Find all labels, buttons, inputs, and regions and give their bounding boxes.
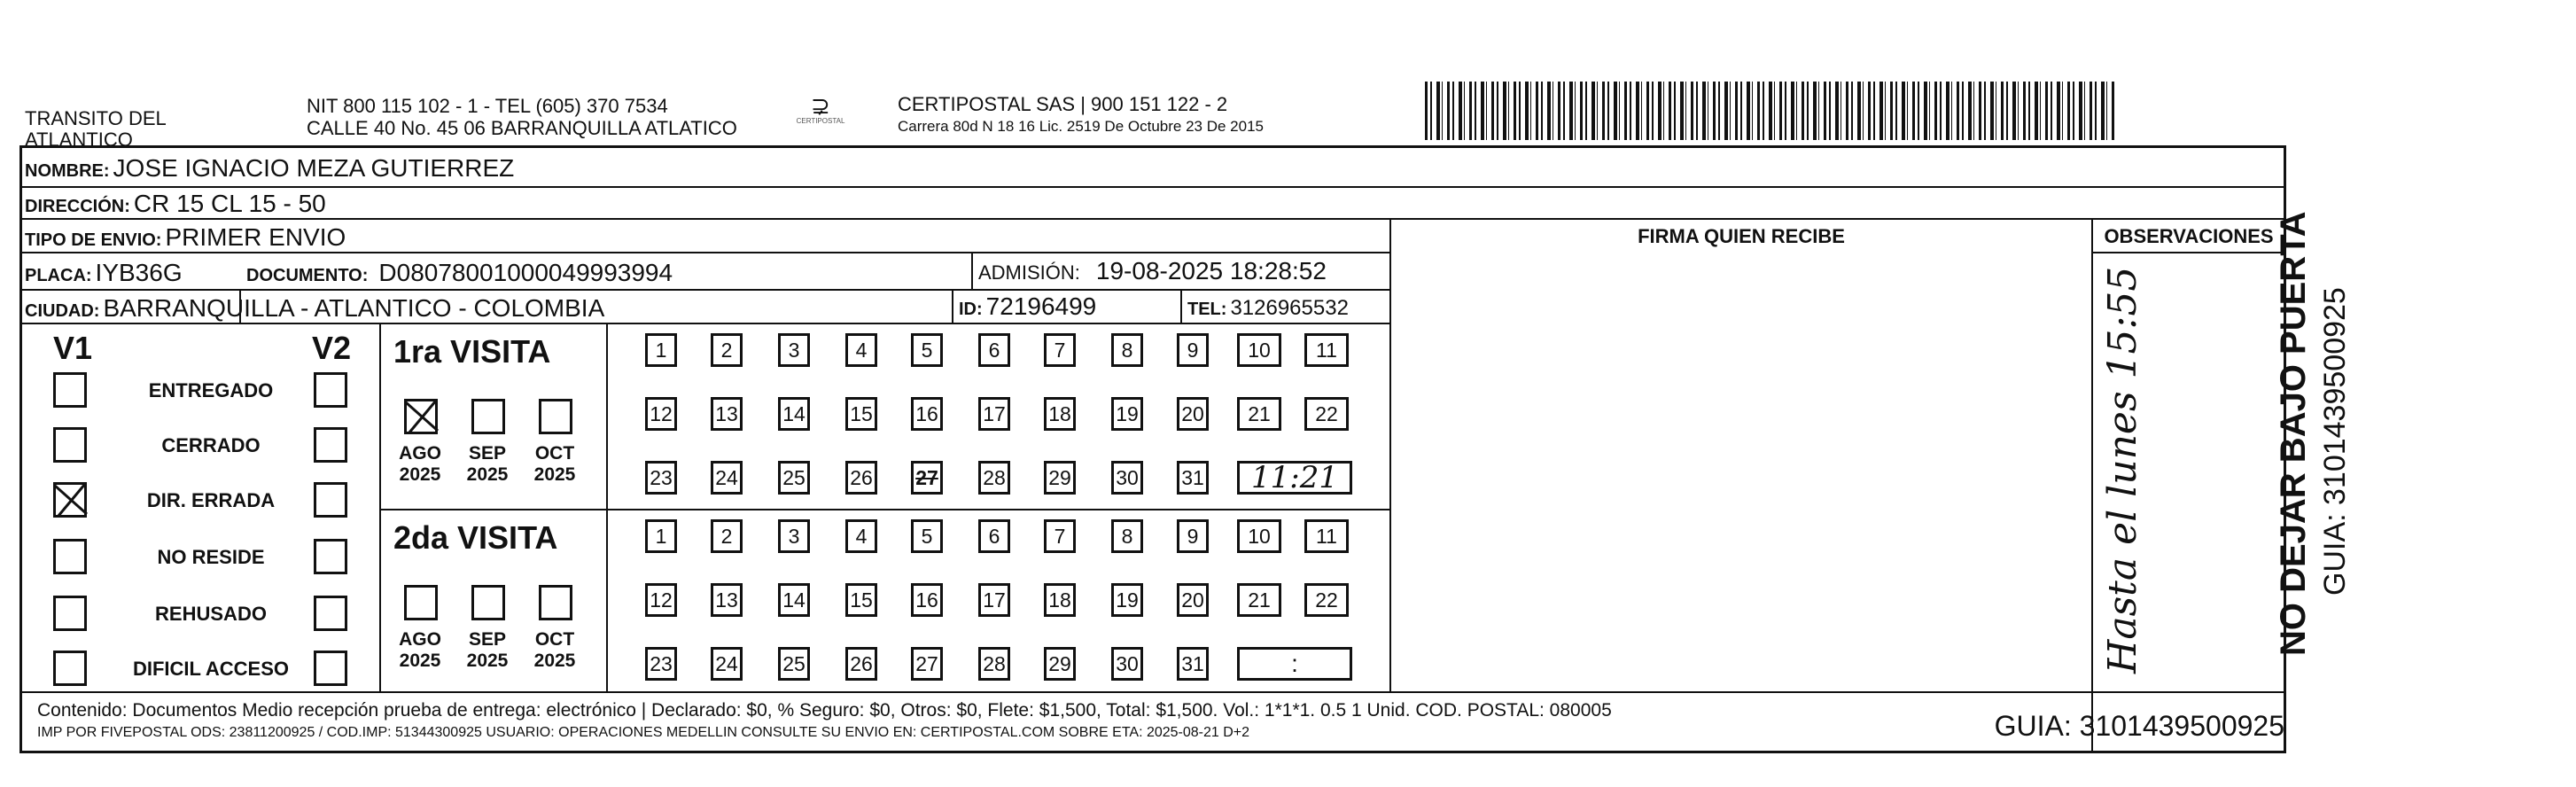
visit-1-day-26[interactable]: 26 bbox=[845, 647, 877, 681]
visit-0-day-23[interactable]: 23 bbox=[645, 461, 677, 495]
visit-1-day-9[interactable]: 9 bbox=[1177, 519, 1209, 553]
status-label-1: CERRADO bbox=[161, 434, 261, 456]
visit-0-day-2[interactable]: 2 bbox=[711, 333, 743, 367]
admision-value: 19-08-2025 18:28:52 bbox=[1095, 257, 1327, 284]
visit-0-month-checkbox-2[interactable] bbox=[539, 399, 572, 434]
visit-0-month-checkbox-1[interactable] bbox=[471, 399, 505, 434]
firma-heading: FIRMA QUIEN RECIBE bbox=[1638, 225, 1845, 247]
v1-checkbox-0[interactable] bbox=[53, 372, 87, 408]
visit-1-day-8[interactable]: 8 bbox=[1111, 519, 1143, 553]
visit-0-day-25[interactable]: 25 bbox=[778, 461, 810, 495]
visit-0-day-4[interactable]: 4 bbox=[845, 333, 877, 367]
v2-checkbox-2[interactable] bbox=[314, 482, 347, 518]
ciudad-value: BARRANQUILLA - ATLANTICO - COLOMBIA bbox=[103, 294, 605, 322]
v1-checkbox-2[interactable] bbox=[53, 482, 87, 518]
visit-1-month-checkbox-2[interactable] bbox=[539, 585, 572, 620]
visit-1-day-21[interactable]: 21 bbox=[1237, 583, 1281, 617]
visit-1-day-20[interactable]: 20 bbox=[1177, 583, 1209, 617]
courier-license: Carrera 80d N 18 16 Lic. 2519 De Octubre 23 De 2015 bbox=[898, 118, 1264, 135]
visit-0-day-28[interactable]: 28 bbox=[978, 461, 1010, 495]
visit-0-day-10[interactable]: 10 bbox=[1237, 333, 1281, 367]
visit-1-day-12[interactable]: 12 bbox=[645, 583, 677, 617]
v1-checkbox-1[interactable] bbox=[53, 427, 87, 463]
visit-0-day-29[interactable]: 29 bbox=[1044, 461, 1076, 495]
guia-value: GUIA: 3101439500925 bbox=[1994, 709, 2284, 742]
id-label: ID: bbox=[959, 300, 983, 319]
visit-1-day-31[interactable]: 31 bbox=[1177, 647, 1209, 681]
nombre-label: NOMBRE: bbox=[25, 161, 110, 181]
visit-0-time-box[interactable]: 11:21 bbox=[1237, 461, 1352, 495]
sender-org-line2: ATLANTICO bbox=[25, 129, 133, 151]
sender-nit: NIT 800 115 102 - 1 - TEL (605) 370 7534 bbox=[307, 95, 668, 117]
visit-1-day-16[interactable]: 16 bbox=[911, 583, 943, 617]
courier-name: CERTIPOSTAL SAS | 900 151 122 - 2 bbox=[898, 93, 1228, 115]
visit-0-day-13[interactable]: 13 bbox=[711, 397, 743, 431]
check-mark-icon bbox=[404, 399, 440, 434]
visit-0-day-5[interactable]: 5 bbox=[911, 333, 943, 367]
visit-1-day-24[interactable]: 24 bbox=[711, 647, 743, 681]
visit-0-day-30[interactable]: 30 bbox=[1111, 461, 1143, 495]
v2-checkbox-0[interactable] bbox=[314, 372, 347, 408]
documento-value: D08078001000049993994 bbox=[378, 259, 673, 286]
visit-1-day-19[interactable]: 19 bbox=[1111, 583, 1143, 617]
observaciones-heading: OBSERVACIONES bbox=[2104, 225, 2274, 247]
month-name: OCT bbox=[534, 443, 575, 464]
visit-title-0: 1ra VISITA bbox=[393, 333, 551, 370]
admision-label: ADMISIÓN: bbox=[978, 261, 1080, 284]
v1-heading: V1 bbox=[53, 330, 93, 366]
status-label-0: ENTREGADO bbox=[148, 379, 274, 401]
v1-checkbox-5[interactable] bbox=[53, 651, 87, 686]
visit-1-day-15[interactable]: 15 bbox=[845, 583, 877, 617]
status-label-3: NO RESIDE bbox=[157, 546, 265, 568]
v2-checkbox-1[interactable] bbox=[314, 427, 347, 463]
id-value: 72196499 bbox=[985, 292, 1097, 320]
visit-0-day-6[interactable]: 6 bbox=[978, 333, 1010, 367]
visit-0-day-15[interactable]: 15 bbox=[845, 397, 877, 431]
logo-text: CERTIPOSTAL bbox=[796, 117, 845, 125]
visit-0-day-9[interactable]: 9 bbox=[1177, 333, 1209, 367]
ciudad-cell bbox=[25, 294, 604, 323]
v1-checkbox-3[interactable] bbox=[53, 539, 87, 574]
direccion-value: CR 15 CL 15 - 50 bbox=[133, 190, 326, 217]
visit-1-month-checkbox-1[interactable] bbox=[471, 585, 505, 620]
placa-cell bbox=[25, 259, 183, 287]
visit-1-day-3[interactable]: 3 bbox=[778, 519, 810, 553]
visit-0-day-18[interactable]: 18 bbox=[1044, 397, 1076, 431]
v2-checkbox-5[interactable] bbox=[314, 651, 347, 686]
visit-1-day-30[interactable]: 30 bbox=[1111, 647, 1143, 681]
visit-0-day-26[interactable]: 26 bbox=[845, 461, 877, 495]
documento-label: DOCUMENTO: bbox=[246, 266, 369, 285]
tipo-value: PRIMER ENVIO bbox=[165, 223, 346, 251]
month-name: AGO bbox=[399, 629, 441, 650]
tel-value: 3126965532 bbox=[1230, 296, 1349, 320]
imp-line: IMP POR FIVEPOSTAL ODS: 23811200925 / COD.IMP: 51344300925 USUARIO: OPERACIONES MEDELLIN CONSULTE SU ENVIO EN: CERTIPOSTAL.COM SOBRE ETA: 2025-08-21 D+2 bbox=[37, 725, 1250, 740]
visit-0-day-7[interactable]: 7 bbox=[1044, 333, 1076, 367]
visit-1-time-box[interactable]: : bbox=[1237, 647, 1352, 681]
status-label-5: DIFICIL ACCESO bbox=[132, 658, 289, 680]
visit-1-month-checkbox-0[interactable] bbox=[404, 585, 438, 620]
month-year: 2025 bbox=[533, 651, 576, 671]
month-year: 2025 bbox=[399, 651, 441, 671]
visit-1-month-label-0 bbox=[393, 629, 447, 672]
visit-0-day-12[interactable]: 12 bbox=[645, 397, 677, 431]
visit-0-day-22[interactable]: 22 bbox=[1304, 397, 1349, 431]
id-cell bbox=[959, 292, 1096, 321]
sender-org-line1: TRANSITO DEL bbox=[25, 107, 167, 129]
tel-cell bbox=[1187, 296, 1349, 321]
logo-icon: ⊋ bbox=[811, 92, 830, 119]
visit-1-day-28[interactable]: 28 bbox=[978, 647, 1010, 681]
visit-title-1: 2da VISITA bbox=[393, 519, 558, 556]
visit-0-day-11[interactable]: 11 bbox=[1304, 333, 1349, 367]
direccion-row bbox=[25, 190, 326, 218]
tel-label: TEL: bbox=[1187, 300, 1227, 319]
month-year: 2025 bbox=[466, 464, 509, 485]
month-year: 2025 bbox=[466, 651, 509, 671]
visit-0-day-8[interactable]: 8 bbox=[1111, 333, 1143, 367]
visit-1-day-10[interactable]: 10 bbox=[1237, 519, 1281, 553]
admision-cell bbox=[978, 257, 1327, 285]
sender-org bbox=[25, 108, 167, 151]
placa-value: IYB36G bbox=[95, 259, 183, 286]
nombre-value: JOSE IGNACIO MEZA GUTIERREZ bbox=[113, 154, 515, 182]
v2-checkbox-4[interactable] bbox=[314, 596, 347, 631]
placa-label: PLACA: bbox=[25, 266, 92, 285]
month-name: SEP bbox=[468, 629, 507, 650]
visit-0-day-20[interactable]: 20 bbox=[1177, 397, 1209, 431]
visit-1-day-18[interactable]: 18 bbox=[1044, 583, 1076, 617]
visit-1-day-14[interactable]: 14 bbox=[778, 583, 810, 617]
visit-1-day-1[interactable]: 1 bbox=[645, 519, 677, 553]
v2-heading: V2 bbox=[312, 330, 352, 366]
contenido-line: Contenido: Documentos Medio recepción prueba de entrega: electrónico | Declarado: $0, % Seguro: $0, Otros: $0, Flete: $1,500, Total: $1,500. Vol.: 1*1*1. 0.5 1 Unid. COD. POSTAL: 080005 bbox=[37, 700, 1612, 721]
visit-0-day-27[interactable]: 27 bbox=[911, 461, 943, 495]
visit-1-month-label-2 bbox=[528, 629, 581, 672]
visit-0-day-19[interactable]: 19 bbox=[1111, 397, 1143, 431]
visit-1-day-2[interactable]: 2 bbox=[711, 519, 743, 553]
nombre-row bbox=[25, 154, 514, 183]
visit-0-day-24[interactable]: 24 bbox=[711, 461, 743, 495]
visit-1-day-25[interactable]: 25 bbox=[778, 647, 810, 681]
tipo-label: TIPO DE ENVIO: bbox=[25, 230, 162, 250]
side-guia: GUIA: 3101439500925 bbox=[2318, 287, 2352, 596]
status-label-4: REHUSADO bbox=[155, 603, 267, 625]
visit-1-day-23[interactable]: 23 bbox=[645, 647, 677, 681]
month-year: 2025 bbox=[533, 464, 576, 485]
month-year: 2025 bbox=[399, 464, 441, 485]
visit-0-day-3[interactable]: 3 bbox=[778, 333, 810, 367]
visit-1-day-29[interactable]: 29 bbox=[1044, 647, 1076, 681]
sender-address: CALLE 40 No. 45 06 BARRANQUILLA ATLATICO bbox=[307, 117, 737, 139]
month-name: SEP bbox=[468, 443, 507, 464]
month-name: AGO bbox=[399, 443, 441, 464]
v2-checkbox-3[interactable] bbox=[314, 539, 347, 574]
check-mark-icon bbox=[53, 482, 89, 518]
visit-0-day-21[interactable]: 21 bbox=[1237, 397, 1281, 431]
barcode bbox=[1425, 82, 2116, 140]
visit-1-day-7[interactable]: 7 bbox=[1044, 519, 1076, 553]
side-warning: NO DEJAR BAJO PUERTA bbox=[2274, 211, 2313, 656]
visit-0-month-label-2 bbox=[528, 443, 581, 486]
visit-1-day-27[interactable]: 27 bbox=[911, 647, 943, 681]
visit-1-day-6[interactable]: 6 bbox=[978, 519, 1010, 553]
visit-1-day-4[interactable]: 4 bbox=[845, 519, 877, 553]
tipo-row bbox=[25, 223, 346, 252]
v1-checkbox-4[interactable] bbox=[53, 596, 87, 631]
visit-1-day-13[interactable]: 13 bbox=[711, 583, 743, 617]
visit-1-day-22[interactable]: 22 bbox=[1304, 583, 1349, 617]
visit-1-day-17[interactable]: 17 bbox=[978, 583, 1010, 617]
visit-1-day-11[interactable]: 11 bbox=[1304, 519, 1349, 553]
visit-0-month-label-0 bbox=[393, 443, 447, 486]
guia-box bbox=[1994, 700, 2284, 752]
visit-0-day-17[interactable]: 17 bbox=[978, 397, 1010, 431]
ciudad-label: CIUDAD: bbox=[25, 301, 100, 321]
visit-0-day-31[interactable]: 31 bbox=[1177, 461, 1209, 495]
observaciones-handwriting: Hasta el lunes 15:55 bbox=[2100, 266, 2145, 674]
visit-0-month-checkbox-0[interactable] bbox=[404, 399, 438, 434]
month-name: OCT bbox=[534, 629, 575, 650]
visit-0-day-16[interactable]: 16 bbox=[911, 397, 943, 431]
visit-1-day-5[interactable]: 5 bbox=[911, 519, 943, 553]
documento-cell bbox=[246, 259, 673, 287]
visit-1-month-label-1 bbox=[461, 629, 514, 672]
visit-0-day-14[interactable]: 14 bbox=[778, 397, 810, 431]
visit-0-month-label-1 bbox=[461, 443, 514, 486]
direccion-label: DIRECCIÓN: bbox=[25, 197, 130, 216]
certipostal-logo bbox=[790, 94, 851, 125]
visit-0-day-1[interactable]: 1 bbox=[645, 333, 677, 367]
status-label-2: DIR. ERRADA bbox=[146, 489, 276, 511]
